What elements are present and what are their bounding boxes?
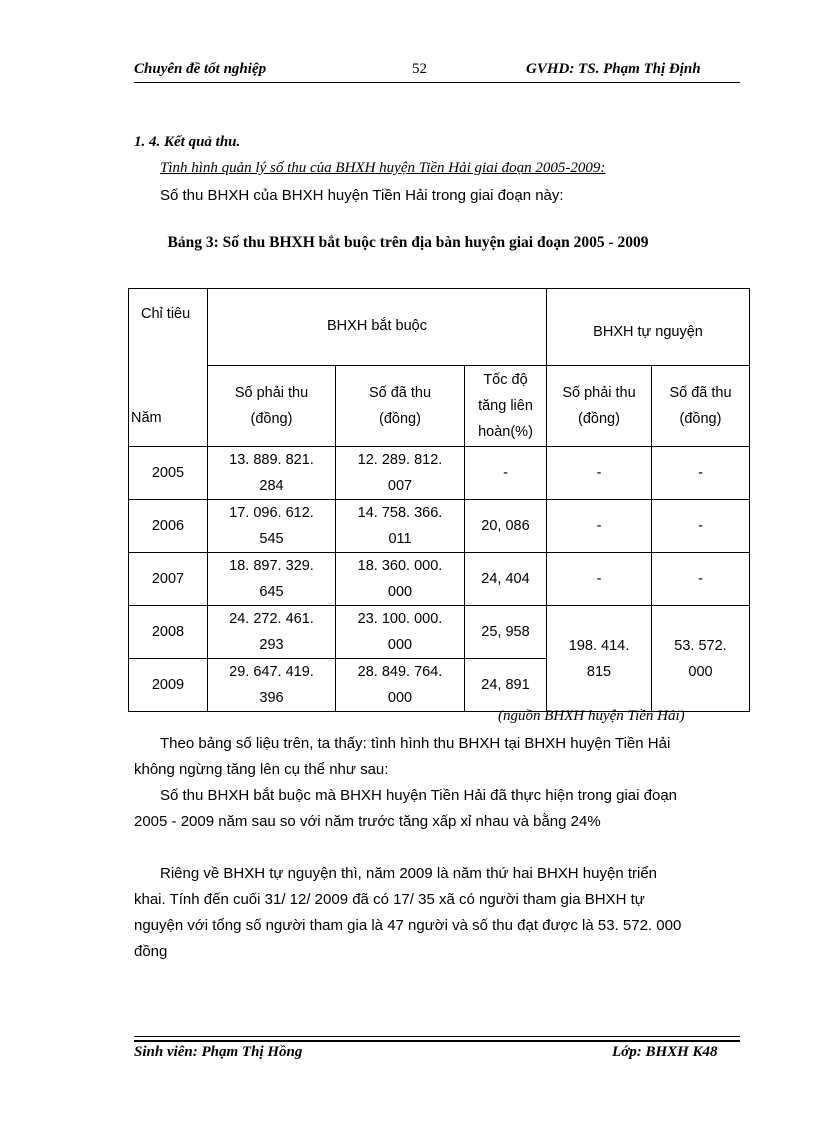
- col-header-growth: [465, 366, 547, 447]
- payable-line2: 645: [259, 584, 284, 600]
- col-header-v-collected-line1: Số đã thu: [669, 385, 732, 402]
- col-header-growth-line2: tăng liên: [478, 398, 533, 415]
- collected-cell: [336, 500, 465, 553]
- collected-cell: [336, 553, 465, 606]
- collected-line2: 000: [387, 637, 413, 653]
- growth-cell: -: [465, 447, 547, 500]
- year-cell: 2008: [129, 606, 208, 659]
- v-collected-cell: -: [652, 500, 750, 553]
- paragraph-1-line-1: Theo bảng số liệu trên, ta thấy: tình hình thu BHXH tại BHXH huyện Tiền Hải: [160, 735, 671, 752]
- collected-cell: [336, 447, 465, 500]
- col-header-growth-line1: Tốc độ: [483, 372, 528, 389]
- v-collected-merged-line1: 53. 572.: [674, 637, 727, 654]
- payable-line2: 545: [259, 531, 284, 547]
- col-header-v-collected: [652, 366, 750, 447]
- collected-line2: 011: [388, 531, 412, 547]
- col-header-v-collected-line2: (đồng): [679, 411, 722, 428]
- payable-line1: 24. 272. 461.: [229, 611, 314, 627]
- intro-text: Số thu BHXH của BHXH huyện Tiền Hải trong giai đoạn này:: [160, 187, 564, 204]
- col-header-collected-line2: (đồng): [379, 411, 421, 428]
- v-collected-cell: -: [652, 447, 750, 500]
- footer-student: Sinh viên: Phạm Thị Hồng: [134, 1044, 303, 1060]
- v-collected-merged-line2: 000: [688, 663, 713, 680]
- collected-cell: [336, 606, 465, 659]
- section-subtitle: Tình hình quản lý số thu của BHXH huyện Tiền Hải giai đoạn 2005-2009:: [160, 160, 606, 176]
- collected-cell: [336, 659, 465, 712]
- footer-class: Lớp: BHXH K48: [612, 1044, 718, 1060]
- paragraph-3-line-2: khai. Tính đến cuối 31/ 12/ 2009 đã có 17/ 35 xã có người tham gia BHXH tự: [134, 891, 645, 908]
- header-rule: [134, 82, 740, 83]
- table-source: (nguồn BHXH huyện Tiền Hải): [498, 708, 685, 724]
- collected-line1: 23. 100. 000.: [357, 611, 443, 627]
- group-mandatory: BHXH bắt buộc: [208, 289, 547, 366]
- table-row: [129, 606, 750, 659]
- v-payable-cell: -: [547, 447, 652, 500]
- table-caption: Bảng 3: Số thu BHXH bắt buộc trên địa bàn huyện giai đoạn 2005 - 2009: [167, 234, 649, 251]
- payable-line2: 284: [259, 478, 284, 494]
- footer-rule-2: [134, 1040, 740, 1042]
- col-header-payable-line1: Số phải thu: [234, 385, 309, 402]
- collected-line2: 007: [387, 478, 413, 494]
- v-payable-cell: -: [547, 553, 652, 606]
- growth-cell: 20, 086: [465, 500, 547, 553]
- payable-line1: 17. 096. 612.: [229, 505, 314, 521]
- payable-cell: [208, 500, 336, 553]
- col-header-v-payable-line1: Số phải thu: [562, 385, 636, 402]
- collected-line1: 14. 758. 366.: [357, 505, 443, 521]
- corner-cell: [129, 289, 208, 447]
- paragraph-3-line-1: Riêng về BHXH tự nguyện thì, năm 2009 là năm thứ hai BHXH huyện triển: [160, 865, 658, 882]
- v-collected-merged-cell: [652, 606, 750, 712]
- growth-cell: 24, 404: [465, 553, 547, 606]
- corner-top-label: Chỉ tiêu: [141, 306, 191, 322]
- payable-line1: 29. 647. 419.: [229, 664, 314, 680]
- paragraph-3-line-3: nguyện với tổng số người tham gia là 47 người và số thu đạt được là 53. 572. 000: [134, 917, 682, 934]
- header-advisor: GVHD: TS. Phạm Thị Định: [526, 61, 701, 77]
- payable-cell: [208, 659, 336, 712]
- collected-line2: 000: [387, 584, 413, 600]
- growth-cell: 24, 891: [465, 659, 547, 712]
- col-header-collected-line1: Số đã thu: [368, 385, 432, 402]
- paragraph-2-line-2: 2005 - 2009 năm sau so với năm trước tăng xấp xỉ nhau và bằng 24%: [134, 813, 601, 830]
- year-cell: 2006: [129, 500, 208, 553]
- table-row: [129, 447, 750, 500]
- v-payable-cell: -: [547, 500, 652, 553]
- payable-line1: 13. 889. 821.: [229, 452, 314, 468]
- col-header-growth-line3: hoàn(%): [478, 424, 533, 441]
- footer-rule-1: [134, 1036, 740, 1037]
- payable-line2: 396: [259, 690, 284, 706]
- v-payable-merged-cell: [547, 606, 652, 712]
- collected-line1: 28. 849. 764.: [357, 664, 443, 680]
- header-title: Chuyên đề tốt nghiệp: [134, 61, 267, 77]
- paragraph-3-line-4: đồng: [134, 943, 168, 960]
- growth-cell: 25, 958: [465, 606, 547, 659]
- col-header-v-payable: [547, 366, 652, 447]
- payable-line2: 293: [259, 637, 284, 653]
- payable-cell: [208, 553, 336, 606]
- col-header-payable-line2: (đồng): [250, 411, 293, 428]
- corner-bottom-label: Năm: [131, 410, 162, 426]
- group-voluntary: BHXH tự nguyện: [547, 289, 750, 366]
- collected-line1: 18. 360. 000.: [357, 558, 443, 574]
- col-header-v-payable-line2: (đồng): [578, 411, 620, 428]
- year-cell: 2009: [129, 659, 208, 712]
- paragraph-1-line-2: không ngừng tăng lên cụ thể như sau:: [134, 761, 389, 778]
- year-cell: 2007: [129, 553, 208, 606]
- year-cell: 2005: [129, 447, 208, 500]
- payable-cell: [208, 606, 336, 659]
- collected-line2: 000: [387, 690, 413, 706]
- v-payable-merged-line2: 815: [586, 663, 612, 680]
- page-number: 52: [412, 61, 427, 77]
- v-payable-merged-line1: 198. 414.: [568, 637, 630, 654]
- v-collected-cell: -: [652, 553, 750, 606]
- payable-cell: [208, 447, 336, 500]
- col-header-collected: [336, 366, 465, 447]
- col-header-payable: [208, 366, 336, 447]
- table-row: [129, 553, 750, 606]
- payable-line1: 18. 897. 329.: [229, 558, 314, 574]
- table-row: [129, 500, 750, 553]
- section-title: 1. 4. Kết quả thu.: [134, 134, 241, 150]
- collected-line1: 12. 289. 812.: [357, 452, 443, 468]
- revenue-table: [128, 288, 750, 712]
- paragraph-2-line-1: Số thu BHXH bắt buộc mà BHXH huyện Tiền Hải đã thực hiện trong giai đoạn: [160, 787, 678, 804]
